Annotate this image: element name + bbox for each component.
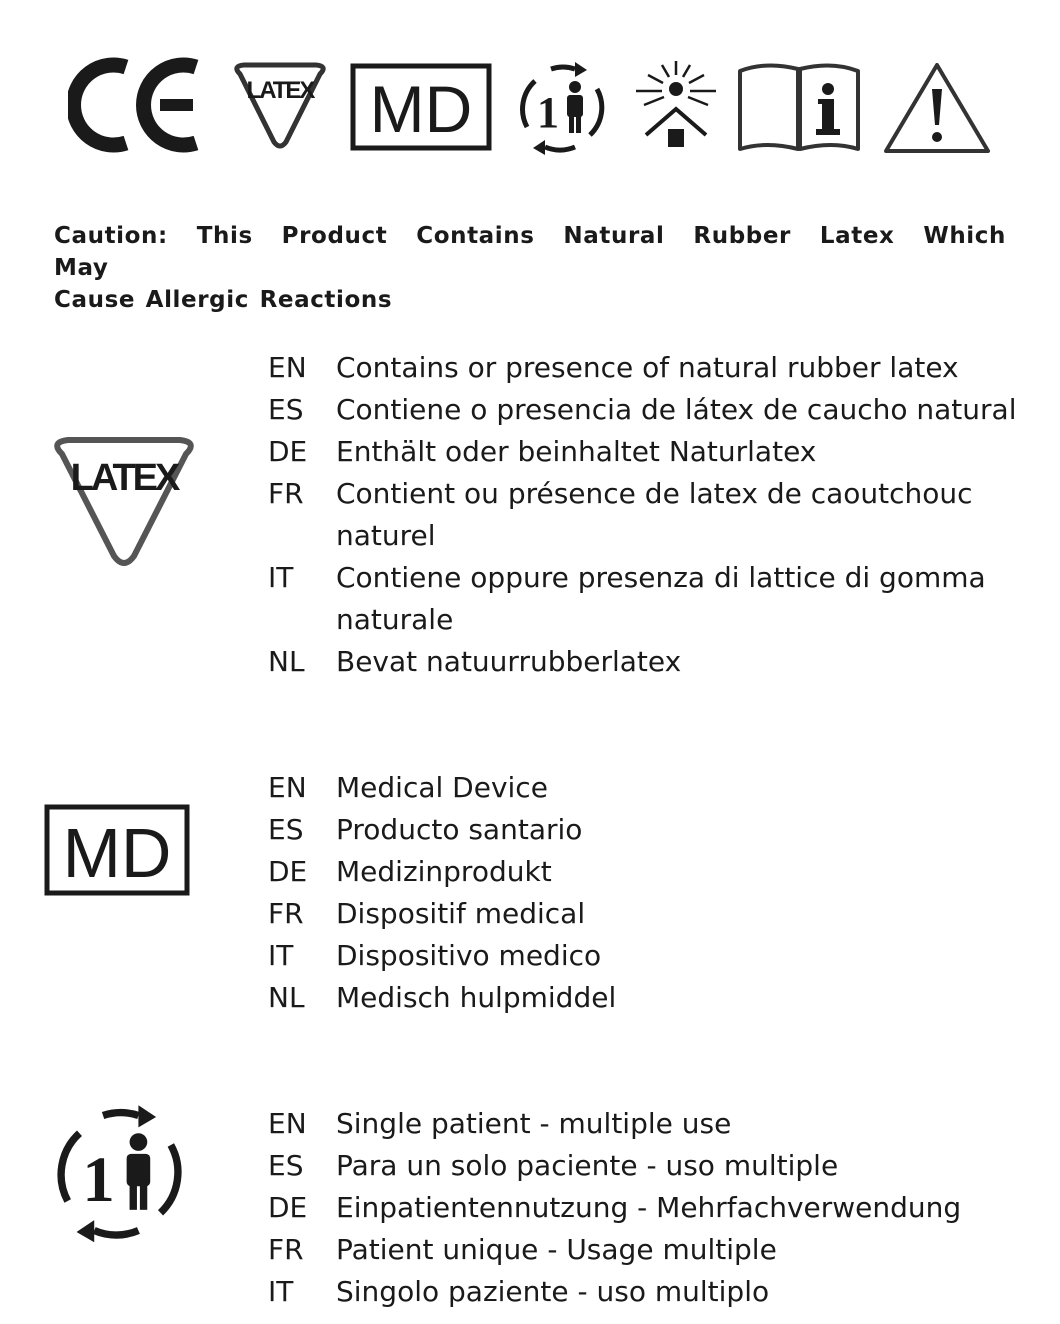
md-icon xyxy=(350,63,492,151)
list-item xyxy=(268,1103,961,1145)
list-item xyxy=(268,1229,961,1271)
ce-mark-icon xyxy=(68,55,203,155)
language-code: NL xyxy=(268,645,305,678)
caution-line-1: Caution: This Product Contains Natural Rubber Latex Which May xyxy=(54,223,1006,281)
single-use-icon-label: 1 xyxy=(537,88,559,137)
list-item xyxy=(268,347,1016,389)
single-patient-multiple-use-icon xyxy=(50,1100,190,1246)
caution-warning-icon xyxy=(882,59,992,155)
translation-text: Dispositivo medico xyxy=(336,939,602,972)
list-item xyxy=(268,1271,961,1313)
translation-text: Patient unique - Usage multiple xyxy=(336,1233,777,1266)
language-code: IT xyxy=(268,939,294,972)
language-code: ES xyxy=(268,1149,304,1182)
list-item xyxy=(268,473,1016,557)
language-code: FR xyxy=(268,1233,304,1266)
language-code: DE xyxy=(268,435,308,468)
language-code: EN xyxy=(268,771,307,804)
language-code: NL xyxy=(268,981,305,1014)
translation-text: Singolo paziente - uso multiplo xyxy=(336,1275,770,1308)
translation-text: Medical Device xyxy=(336,771,548,804)
translation-text: Medisch hulpmiddel xyxy=(336,981,617,1014)
list-item xyxy=(268,893,616,935)
translation-text: Para un solo paciente - uso multiple xyxy=(336,1149,839,1182)
list-item xyxy=(268,389,1016,431)
list-item xyxy=(268,1187,961,1229)
latex-icon xyxy=(230,60,330,152)
single-use-icon-label: 1 xyxy=(82,1144,115,1216)
medical-device-translations xyxy=(268,767,616,1019)
language-code: FR xyxy=(268,897,304,930)
single-patient-translations xyxy=(268,1103,961,1313)
translation-text: Bevat natuurrubberlatex xyxy=(336,645,682,678)
translation-text: Enthält oder beinhaltet Naturlatex xyxy=(336,435,817,468)
list-item xyxy=(268,1145,961,1187)
translation-text: Producto santario xyxy=(336,813,583,846)
list-item xyxy=(268,557,1016,641)
language-code: DE xyxy=(268,855,308,888)
latex-icon xyxy=(48,432,200,572)
caution-line-2: Cause Allergic Reactions xyxy=(54,287,393,313)
language-code: IT xyxy=(268,561,294,594)
language-code: IT xyxy=(268,1275,294,1308)
md-icon xyxy=(44,804,190,896)
consult-instructions-icon xyxy=(736,61,862,153)
translation-text: Single patient - multiple use xyxy=(336,1107,732,1140)
single-patient-multiple-use-icon xyxy=(515,59,610,157)
list-item xyxy=(268,851,616,893)
translation-text: Medizinprodukt xyxy=(336,855,552,888)
latex-icon-label: LATEX xyxy=(70,457,178,499)
translation-text: Einpatientennutzung - Mehrfachverwendung xyxy=(336,1191,962,1224)
md-icon-label: MD xyxy=(369,72,473,146)
language-code: DE xyxy=(268,1191,308,1224)
list-item xyxy=(268,977,616,1019)
md-icon-label: MD xyxy=(62,814,172,892)
latex-translations xyxy=(268,347,1016,683)
language-code: ES xyxy=(268,393,304,426)
caution-statement xyxy=(54,220,1006,316)
language-code: EN xyxy=(268,351,307,384)
list-item xyxy=(268,935,616,977)
translation-text: Contiene o presencia de látex de caucho natural xyxy=(336,393,1017,426)
keep-away-from-sunlight-icon xyxy=(626,57,726,153)
language-code: FR xyxy=(268,477,304,510)
list-item xyxy=(268,809,616,851)
translation-text: Contains or presence of natural rubber latex xyxy=(336,351,959,384)
language-code: ES xyxy=(268,813,304,846)
list-item xyxy=(268,431,1016,473)
translation-text: Contient ou présence de latex de caoutchouc naturel xyxy=(336,477,973,552)
symbol-row xyxy=(60,55,1000,165)
list-item xyxy=(268,641,1016,683)
list-item xyxy=(268,767,616,809)
language-code: EN xyxy=(268,1107,307,1140)
translation-text: Dispositif medical xyxy=(336,897,586,930)
latex-icon-label: LATEX xyxy=(246,77,314,104)
translation-text: Contiene oppure presenza di lattice di gomma naturale xyxy=(336,561,986,636)
